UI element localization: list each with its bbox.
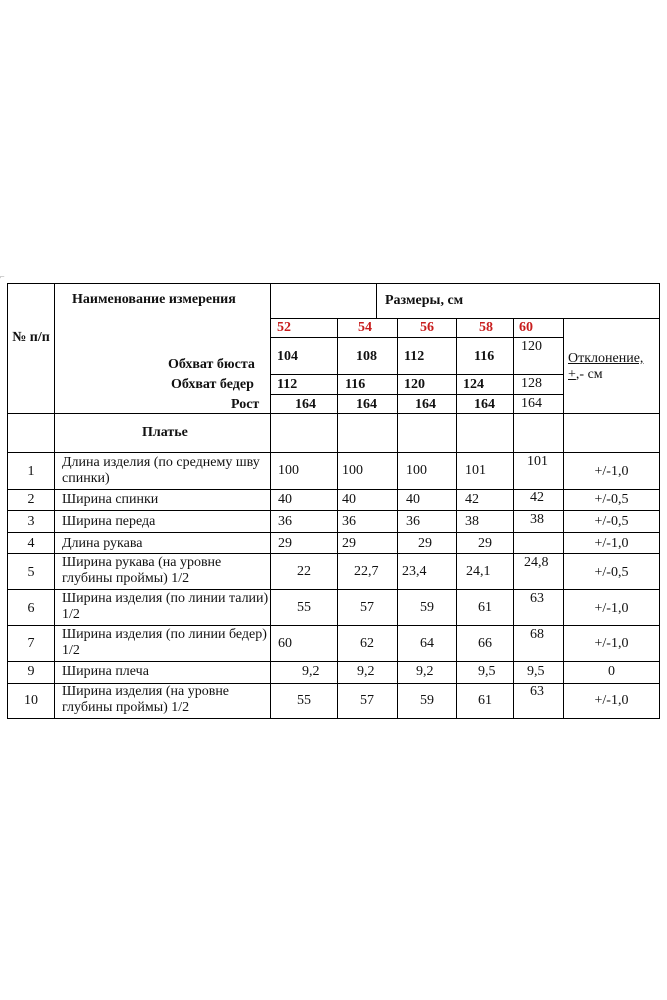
body-measure-value: 164 [521, 396, 542, 411]
size-60: 60 [519, 320, 533, 335]
row-value: 9,2 [357, 664, 375, 679]
row-number: 4 [27, 536, 35, 551]
row-value: 29 [278, 536, 292, 551]
row-value: 61 [478, 693, 492, 708]
body-measure-value: 120 [404, 377, 425, 392]
row-name: Длина изделия (по среднему шву спинки) [62, 455, 260, 486]
row-name: Ширина спинки [62, 492, 159, 507]
body-measure-value: 112 [404, 349, 425, 364]
row-value: 29 [478, 536, 492, 551]
row-value: 59 [420, 693, 434, 708]
row-number: 10 [24, 693, 38, 708]
row-value: 57 [360, 600, 374, 615]
row-value: 36 [406, 514, 420, 529]
row-deviation: +/-1,0 [594, 693, 629, 708]
size-52: 52 [277, 320, 291, 335]
row-value: 100 [342, 463, 363, 478]
row-number: 2 [27, 492, 35, 507]
row-name: Ширина изделия (по линии бедер) 1/2 [62, 627, 267, 658]
row-value: 36 [278, 514, 292, 529]
row-value: 29 [342, 536, 356, 551]
body-measure-value: 112 [277, 377, 298, 392]
row-number: 3 [27, 514, 35, 529]
row-name: Ширина изделия (на уровне глубины проймы) 1/2 [62, 684, 230, 715]
body-measure-label: Обхват бюста [168, 357, 255, 372]
body-measure-value: 164 [474, 397, 495, 412]
row-deviation: +/-0,5 [594, 492, 629, 507]
row-deviation: +/-1,0 [594, 636, 629, 651]
row-value: 68 [530, 627, 544, 642]
body-measure-label: Обхват бедер [171, 377, 254, 392]
row-value: 55 [297, 600, 311, 615]
body-measure-value: 124 [463, 377, 484, 392]
row-value: 100 [406, 463, 427, 478]
row-deviation: +/-1,0 [594, 601, 629, 616]
row-value: 63 [530, 684, 544, 699]
row-value: 9,5 [527, 664, 545, 679]
row-value: 9,2 [302, 664, 320, 679]
row-number: 5 [27, 565, 35, 580]
row-name: Ширина плеча [62, 664, 149, 679]
row-value: 59 [420, 600, 434, 615]
row-number: 9 [27, 664, 35, 679]
row-name: Длина рукава [62, 536, 143, 551]
row-value: 100 [278, 463, 299, 478]
row-value: 40 [342, 492, 356, 507]
row-value: 29 [418, 536, 432, 551]
row-value: 9,2 [416, 664, 434, 679]
row-value: 22 [297, 564, 311, 579]
row-value: 23,4 [402, 564, 427, 579]
row-number: 6 [27, 601, 35, 616]
body-measure-value: 120 [521, 339, 542, 354]
row-value: 64 [420, 636, 434, 651]
row-value: 40 [278, 492, 292, 507]
row-value: 42 [465, 492, 479, 507]
row-value: 38 [530, 512, 544, 527]
sizes-header: Размеры, см [385, 293, 464, 308]
size-56: 56 [420, 320, 434, 335]
row-deviation: +/-0,5 [594, 565, 629, 580]
row-deviation: 0 [608, 664, 615, 679]
row-value: 55 [297, 693, 311, 708]
row-value: 66 [478, 636, 492, 651]
row-name: Ширина рукава (на уровне глубины проймы) 1/2 [62, 555, 222, 586]
row-value: 38 [465, 514, 479, 529]
row-value: 63 [530, 591, 544, 606]
body-measure-value: 104 [277, 349, 298, 364]
size-54: 54 [358, 320, 372, 335]
row-name: Ширина переда [62, 514, 156, 529]
row-value: 62 [360, 636, 374, 651]
body-measure-value: 164 [295, 397, 316, 412]
row-value: 24,8 [524, 555, 549, 570]
body-measure-value: 108 [356, 349, 377, 364]
row-value: 22,7 [354, 564, 379, 579]
row-value: 9,5 [478, 664, 496, 679]
row-value: 42 [530, 490, 544, 505]
number-column-header: № п/п [12, 330, 50, 345]
measurement-name-header: Наименование измерения [72, 292, 236, 307]
row-deviation: +/-1,0 [594, 536, 629, 551]
row-number: 7 [27, 636, 35, 651]
row-deviation: +/-0,5 [594, 514, 629, 529]
row-value: 61 [478, 600, 492, 615]
body-measure-value: 128 [521, 376, 542, 391]
row-value: 24,1 [466, 564, 491, 579]
row-value: 57 [360, 693, 374, 708]
corner-mark: ⌐ [0, 272, 5, 281]
row-value: 101 [465, 463, 486, 478]
row-deviation: +/-1,0 [594, 464, 629, 479]
body-measure-value: 164 [415, 397, 436, 412]
row-name: Ширина изделия (по линии талии) 1/2 [62, 591, 269, 622]
body-measure-value: 116 [474, 349, 495, 364]
row-value: 40 [406, 492, 420, 507]
row-value: 101 [527, 454, 548, 469]
body-measure-label: Рост [231, 397, 260, 412]
row-value: 36 [342, 514, 356, 529]
row-number: 1 [27, 464, 35, 479]
body-measure-value: 164 [356, 397, 377, 412]
row-value: 60 [278, 636, 292, 651]
deviation-header: Отклонение, +,- см [568, 351, 644, 382]
size-58: 58 [479, 320, 493, 335]
body-measure-value: 116 [345, 377, 366, 392]
section-title: Платье [142, 425, 188, 440]
